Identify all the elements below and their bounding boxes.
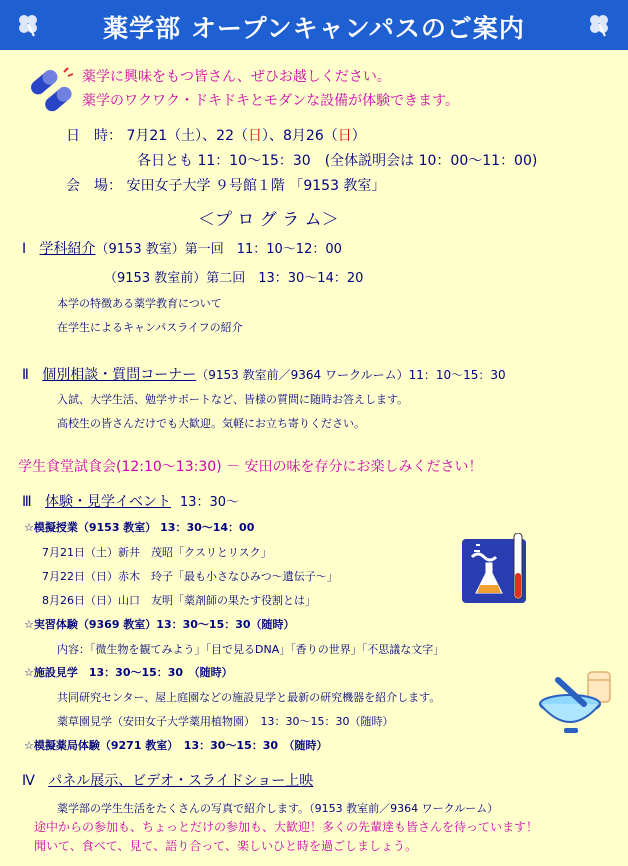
intro-line-1: 薬学に興味をもつ皆さん、ぜひお越しください。 [82,69,391,85]
date-label: 日 時： [66,128,122,144]
mock-class-line: ☆模擬授業（9153 教室） 13：30～14：00 [24,521,255,534]
sunday-mark: 日 [337,128,352,144]
cafeteria-line: 学生食堂試食会(12:10～13:30) － 安田の味を存分にお楽しみください！ [18,459,483,475]
section-1-desc-1: 本学の特徴ある薬学教育について [57,297,222,310]
venue-row [66,175,385,195]
lecture-item: 7月21日（土）新井 茂昭「クスリとリスク」 [42,546,272,559]
lab-content: 内容：「微生物を観てみよう」「目で見るDNA」「香りの世界」「不思議な文字」 [57,643,445,656]
header-banner [0,0,628,50]
section-4-title: Ⅳ パネル展示、ビデオ・スライドショー上映 [22,773,314,789]
closing-line-2: 聞いて、食べて、見て、語り合って、楽しいひと時を過ごしましょう。 [34,839,418,853]
program-heading: ＜プ ロ グ ラ ム＞ [198,210,339,230]
facility-desc: 共同研究センター、屋上庭園などの施設見学と最新の研究機器を紹介します。 [57,691,441,704]
lab-line: ☆実習体験（9369 教室）13：30～15：30（随時） [24,618,295,631]
venue-label: 会 場： [66,178,122,194]
date-row: 日 時： 7月21（土）、22（日）、8月26（日） [66,128,366,144]
section-2-desc-2: 高校生の皆さんだけでも大歓迎。気軽にお立ち寄りください。 [57,417,365,430]
section-1-desc-2: 在学生によるキャンパスライフの紹介 [57,321,243,334]
section-4-desc: 薬学部の学生生活をたくさんの写真で紹介します。（9153 教室前／9364 ワークルーム） [57,802,499,815]
capsule-icon [28,64,76,116]
page-title: 薬学部 オープンキャンパスのご案内 [103,14,525,43]
lab-flask-icon [462,533,540,605]
closing-line-1: 途中からの参加も、ちょっとだけの参加も、大歓迎！多くの先輩達も皆さんを待っています！ [34,820,539,834]
clover-icon [585,10,613,38]
section-1-second: （9153 教室前）第二回 13：30～14：20 [104,271,364,286]
time-row: 各日とも 11：10～15：30 (全体説明会は 10：00～11：00) [137,153,538,169]
venue-value: 安田女子大学 ９号館１階 「9153 教室」 [126,178,386,194]
section-2-desc-1: 入試、大学生活、勉学サポートなど、皆様の質問に随時お答えします。 [57,393,409,406]
facility-line: ☆施設見学 13：30～15：30 （随時） [24,666,233,679]
section-1-title: Ⅰ 学科紹介（9153 教室）第一回 11：10～12：00 [22,241,342,257]
pharmacy-line: ☆模擬薬局体験（9271 教室） 13：30～15：30 （随時） [24,739,328,752]
sunday-mark: 日 [248,128,262,144]
section-2-title: Ⅱ 個別相談・質問コーナー（9153 教室前／9364 ワークルーム）11：10～15：30 [22,367,506,383]
intro-line-2: 薬学のワクワク・ドキドキとモダンな設備が体験できます。 [82,93,460,109]
mortar-pestle-icon [538,670,620,736]
lecture-item: 7月22日（日）赤木 玲子「最も小さなひみつ～遺伝子～」 [42,570,338,583]
garden-line: 薬草園見学（安田女子大学薬用植物園） 13：30～15：30（随時） [57,715,394,728]
lecture-item: 8月26日（日）山口 友明「薬剤師の果たす役割とは」 [42,594,316,607]
section-3-title: Ⅲ 体験・見学イベント 13：30～ [22,494,240,510]
